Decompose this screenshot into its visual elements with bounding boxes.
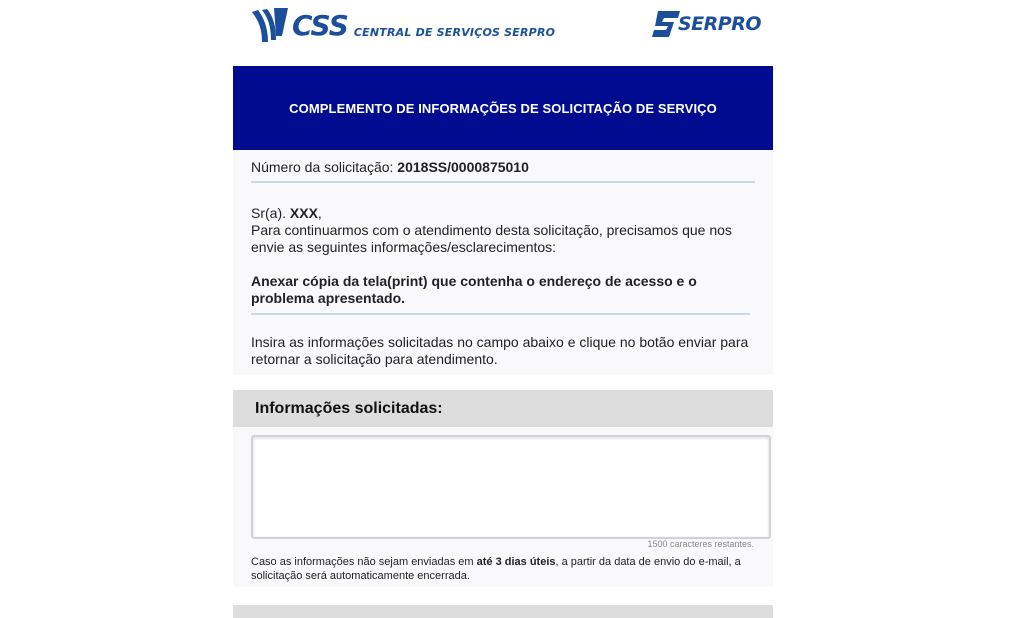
salutation-prefix: Sr(a). bbox=[251, 205, 290, 221]
divider bbox=[251, 313, 750, 315]
salutation-suffix: , bbox=[317, 205, 322, 221]
email-page bbox=[233, 0, 773, 618]
requested-information: Anexar cópia da tela(print) que contenha o endereço de acesso e o problema apresentado. bbox=[251, 273, 697, 306]
request-number-line bbox=[251, 159, 529, 175]
info-form bbox=[233, 427, 773, 587]
greeting bbox=[251, 205, 751, 256]
request-number-value: 2018SS/0000875010 bbox=[397, 159, 529, 175]
recipient-name: XXX bbox=[289, 205, 318, 221]
page-title: COMPLEMENTO DE INFORMAÇÕES DE SOLICITAÇÃO DE SERVIÇO bbox=[289, 100, 717, 116]
request-details bbox=[233, 150, 773, 375]
note-prefix: Caso as informações não sejam enviadas em bbox=[251, 556, 477, 568]
greeting-body: Para continuarmos com o atendimento desta solicitação, precisamos que nos envie as seguintes informações/esclarecimentos: bbox=[251, 222, 732, 255]
character-counter: 1500 caracteres restantes. bbox=[647, 539, 754, 549]
note-deadline: até 3 dias úteis bbox=[476, 556, 556, 568]
css-swoosh-icon bbox=[248, 6, 290, 46]
divider bbox=[251, 181, 755, 183]
css-logo-word: CSS bbox=[292, 9, 348, 42]
information-textarea[interactable] bbox=[251, 435, 771, 539]
deadline-note bbox=[251, 555, 761, 583]
title-banner bbox=[233, 66, 773, 150]
request-number-label: Número da solicitação: bbox=[251, 159, 398, 175]
note-suffix: , a partir da data de envio do e-mail, a solicitação será automaticamente encerrada. bbox=[251, 556, 741, 582]
serpro-logo bbox=[652, 8, 761, 40]
css-logo-subtitle: CENTRAL DE SERVIÇOS SERPRO bbox=[353, 25, 556, 39]
section-title: Informações solicitadas: bbox=[255, 399, 443, 417]
next-section-header bbox=[233, 605, 773, 618]
header bbox=[233, 0, 773, 66]
css-logo bbox=[248, 6, 555, 46]
instructions-text: Insira as informações solicitadas no campo abaixo e clique no botão enviar para retornar a solicitação para atendimento. bbox=[251, 334, 749, 367]
section-header bbox=[233, 390, 773, 427]
serpro-logo-word: SERPRO bbox=[677, 13, 761, 35]
